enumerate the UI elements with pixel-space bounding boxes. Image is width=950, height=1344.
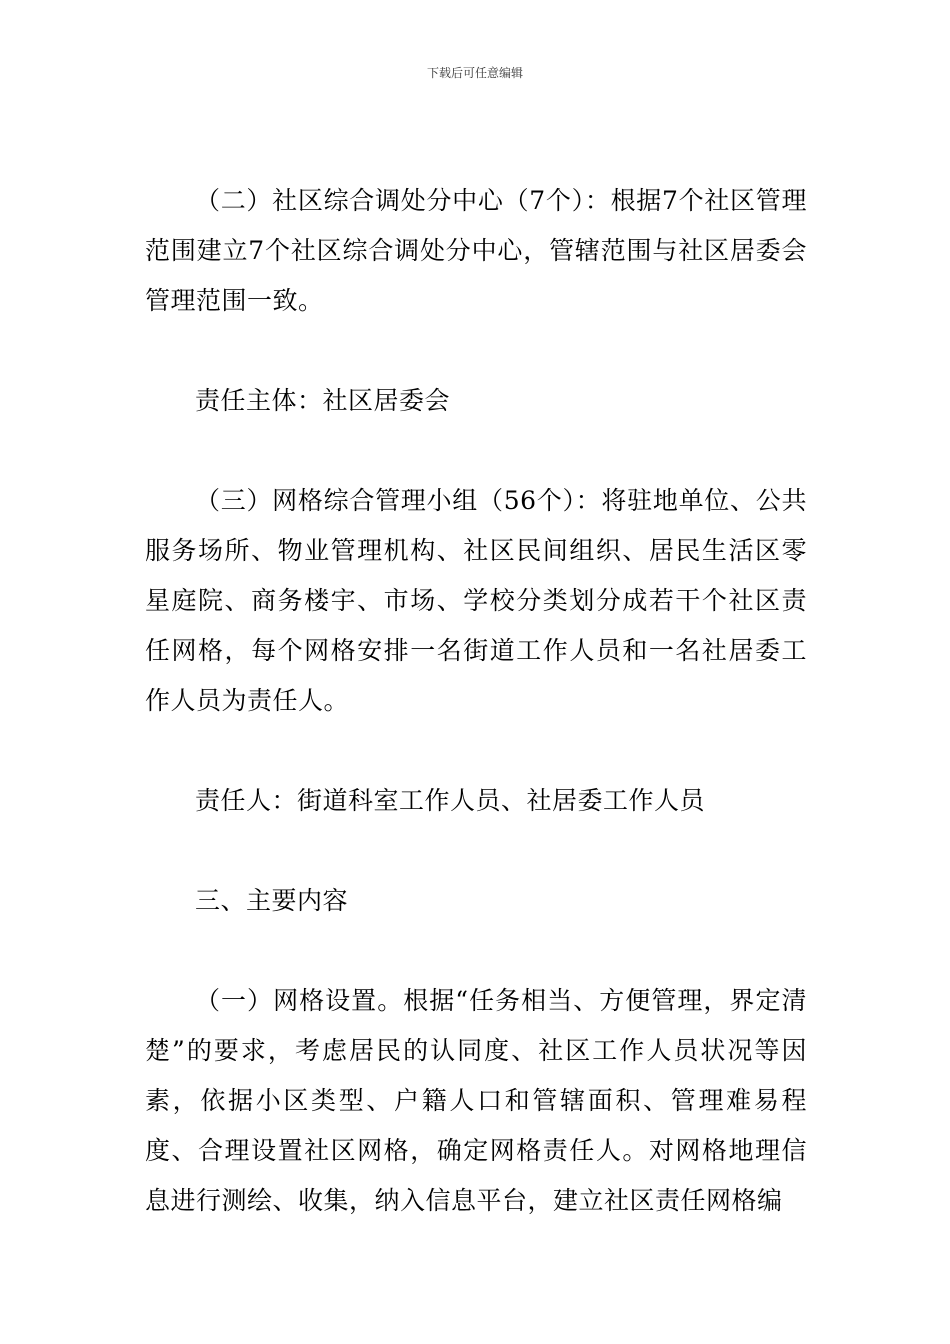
paragraph-responsible-body: 责任主体：社区居委会 (195, 386, 451, 415)
paragraph-community-mediation-centers: （二）社区综合调处分中心（7个）：根据7个社区管理范围建立7个社区综合调处分中心，管辖范围与社区居委会管理范围一致。 (145, 186, 807, 315)
paragraph-grid-setup: （一）网格设置。根据“任务相当、方便管理，界定清楚”的要求，考虑居民的认同度、社区工作人员状况等因素，依据小区类型、户籍人口和管辖面积、管理难易程度、合理设置社区网格，确定网格责任人。对网格地理信息进行测绘、收集，纳入信息平台，建立社区责任网格编 (145, 986, 807, 1215)
page-header: 下载后可任意编辑 (426, 66, 523, 80)
document-body (145, 176, 807, 1226)
section-heading-main-content: 三、主要内容 (195, 886, 349, 915)
paragraph-grid-management-groups: （三）网格综合管理小组（56个）：将驻地单位、公共服务场所、物业管理机构、社区民间组织、居民生活区零星庭院、商务楼宇、市场、学校分类划分成若干个社区责任网格，每个网格安排一名街道工作人员和一名社居委工作人员为责任人。 (145, 486, 807, 715)
paragraph-responsible-persons: 责任人：街道科室工作人员、社居委工作人员 (195, 786, 706, 815)
